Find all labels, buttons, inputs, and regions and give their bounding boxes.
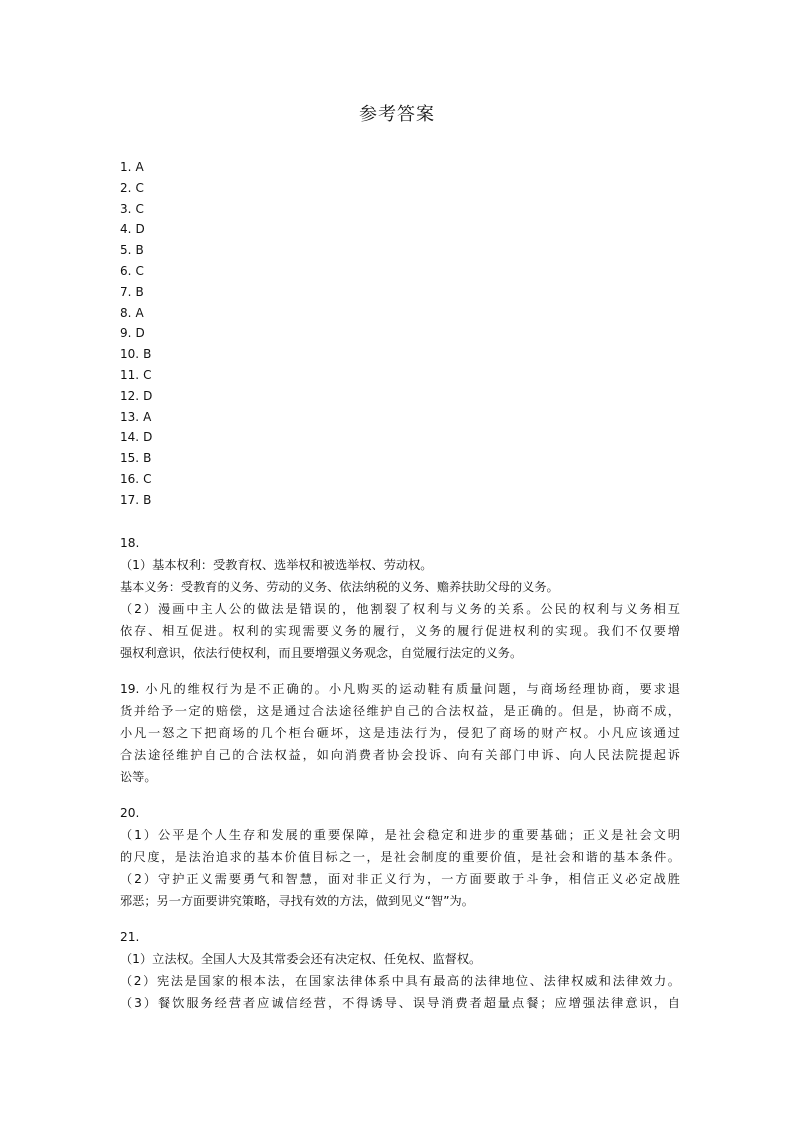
- list-item: 3. C: [120, 201, 144, 216]
- list-item: 10. B: [120, 347, 152, 362]
- list-item: 1. A: [120, 160, 144, 174]
- paragraph-line: （1）立法权。全国人大及其常委会还有决定权、任免权、监督权。: [120, 952, 482, 966]
- answer-20: [120, 802, 680, 912]
- paragraph-line: 小凡一怒之下把商场的几个柜台砸坏，这是违法行为，侵犯了商场的财产权。小凡应该通过: [120, 726, 680, 740]
- list-item: 17. B: [120, 492, 152, 507]
- paragraph-line: 19. 小凡的维权行为是不正确的。小凡购买的运动鞋有质量问题，与商场经理协商，要求退: [120, 682, 680, 696]
- paragraph-line: （2）宪法是国家的根本法，在国家法律体系中具有最高的法律地位、法律权威和法律效力。: [120, 974, 680, 988]
- list-item: 12. D: [120, 388, 153, 403]
- list-item: 7. B: [120, 284, 144, 299]
- list-item: 16. C: [120, 471, 152, 486]
- paragraph-line: 邪恶；另一方面要讲究策略，寻找有效的方法，做到见义“智”为。: [120, 894, 474, 908]
- answer-21: [120, 926, 680, 1014]
- paragraph-line: （1）公平是个人生存和发展的重要保障，是社会稳定和进步的重要基础；正义是社会文明: [120, 828, 680, 842]
- list-item: 11. C: [120, 367, 152, 382]
- question-number: 20.: [120, 806, 140, 820]
- answer-18: [120, 532, 680, 664]
- paragraph-line: 讼等。: [120, 770, 157, 784]
- question-number: 18.: [120, 536, 140, 550]
- list-item: 5. B: [120, 243, 144, 258]
- list-item: 13. A: [120, 409, 152, 424]
- list-item: 6. C: [120, 263, 144, 278]
- list-item: 9. D: [120, 326, 145, 341]
- question-number: 21.: [120, 930, 140, 944]
- list-item: 15. B: [120, 451, 152, 466]
- paragraph-line: （1）基本权利：受教育权、选举权和被选举权、劳动权。: [120, 558, 433, 572]
- list-item: 8. A: [120, 305, 144, 320]
- answer-list: [120, 157, 420, 511]
- list-item: 4. D: [120, 222, 145, 237]
- paragraph-line: （2）漫画中主人公的做法是错误的，他割裂了权利与义务的关系。公民的权利与义务相互: [120, 602, 680, 616]
- page-title: 参考答案: [359, 104, 435, 125]
- list-item: 14. D: [120, 430, 153, 445]
- paragraph-line: 货并给予一定的赔偿，这是通过合法途径维护自己的合法权益，是正确的。但是，协商不成，: [120, 704, 680, 718]
- paragraph-line: 强权利意识，依法行使权利，而且要增强义务观念，自觉履行法定的义务。: [120, 646, 523, 660]
- paragraph-line: 基本义务：受教育的义务、劳动的义务、依法纳税的义务、赡养扶助父母的义务。: [120, 580, 559, 594]
- paragraph-line: （2）守护正义需要勇气和智慧，面对非正义行为，一方面要敢于斗争，相信正义必定战胜: [120, 872, 680, 886]
- paragraph-line: （3）餐饮服务经营者应诚信经营，不得诱导、误导消费者超量点餐；应增强法律意识，自: [120, 996, 680, 1010]
- paragraph-line: 的尺度，是法治追求的基本价值目标之一，是社会制度的重要价值，是社会和谐的基本条件。: [120, 850, 680, 864]
- list-item: 2. C: [120, 180, 144, 195]
- paragraph-line: 依存、相互促进。权利的实现需要义务的履行，义务的履行促进权利的实现。我们不仅要增: [120, 624, 680, 638]
- answer-19: [120, 678, 680, 788]
- paragraph-line: 合法途径维护自己的合法权益，如向消费者协会投诉、向有关部门申诉、向人民法院提起诉: [120, 748, 680, 762]
